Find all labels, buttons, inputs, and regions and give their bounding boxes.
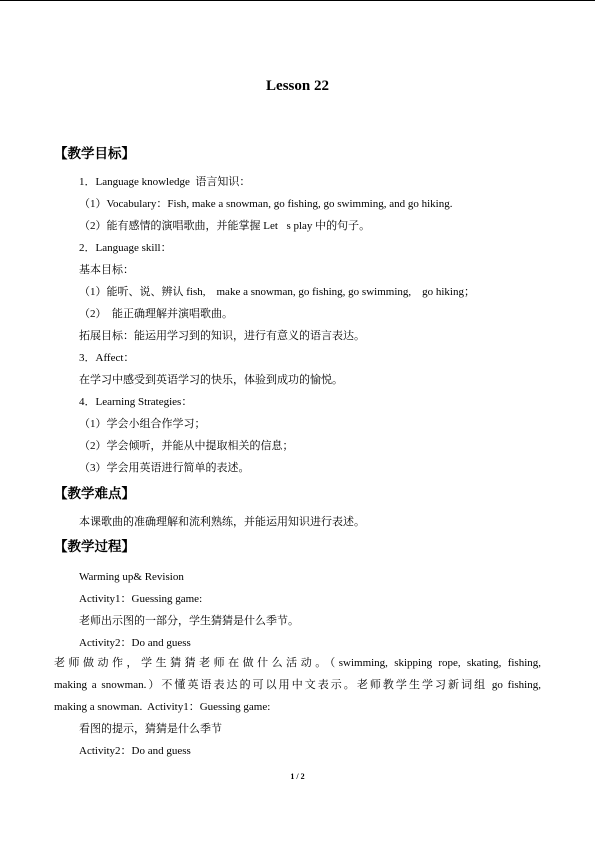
process-line: Activity2：Do and guess (79, 745, 191, 757)
objective-line: （2）能有感情的演唱歌曲，并能掌握 Let s play 中的句子。 (79, 220, 371, 232)
process-paragraph-line: 老师做动作，学生猜猜老师在做什么活动。（swimming, skipping rope, skating, fishing, (54, 657, 541, 669)
section-heading-process: 【教学过程】 (54, 539, 135, 554)
process-line: 老师出示图的一部分，学生猜猜是什么季节。 (79, 615, 299, 627)
objective-line: （2） 能正确理解并演唱歌曲。 (79, 308, 233, 320)
page-title: Lesson 22 (266, 78, 329, 94)
section-heading-difficulties: 【教学难点】 (54, 486, 135, 501)
process-line: Activity2：Do and guess (79, 637, 191, 649)
page-number: 1 / 2 (290, 772, 305, 781)
objective-line: （1）学会小组合作学习； (79, 418, 206, 430)
objective-line: 2．Language skill： (79, 242, 172, 254)
objective-line: （1）Vocabulary：Fish, make a snowman, go fishing, go swimming, and go hiking. (79, 198, 453, 210)
objective-line: 基本目标： (79, 264, 134, 276)
process-paragraph-line: making a snowman.）不懂英语表达的可以用中文表示。老师教学生学习新词组 go fishing, (54, 679, 541, 691)
objective-line: （1）能听、说、辨认 fish, make a snowman, go fishing, go swimming, go hiking； (79, 286, 475, 298)
top-rule (0, 0, 595, 1)
objective-line: （3）学会用英语进行简单的表述。 (79, 462, 250, 474)
objective-line: 在学习中感受到英语学习的快乐，体验到成功的愉悦。 (79, 374, 343, 386)
objective-line: 1．Language knowledge 语言知识： (79, 176, 251, 188)
process-line: Activity1：Guessing game: (79, 593, 203, 605)
process-line: 看图的提示，猜猜是什么季节 (79, 723, 222, 735)
objective-line: 拓展目标：能运用学习到的知识，进行有意义的语言表达。 (79, 330, 365, 342)
difficulty-line: 本课歌曲的准确理解和流利熟练，并能运用知识进行表述。 (79, 516, 365, 528)
objective-line: 4．Learning Strategies： (79, 396, 193, 408)
objective-line: 3．Affect： (79, 352, 135, 364)
process-line: making a snowman. Activity1：Guessing game: (54, 701, 271, 713)
section-heading-objectives: 【教学目标】 (54, 146, 135, 161)
objective-line: （2）学会倾听，并能从中提取相关的信息； (79, 440, 294, 452)
process-line: Warming up& Revision (79, 571, 184, 583)
